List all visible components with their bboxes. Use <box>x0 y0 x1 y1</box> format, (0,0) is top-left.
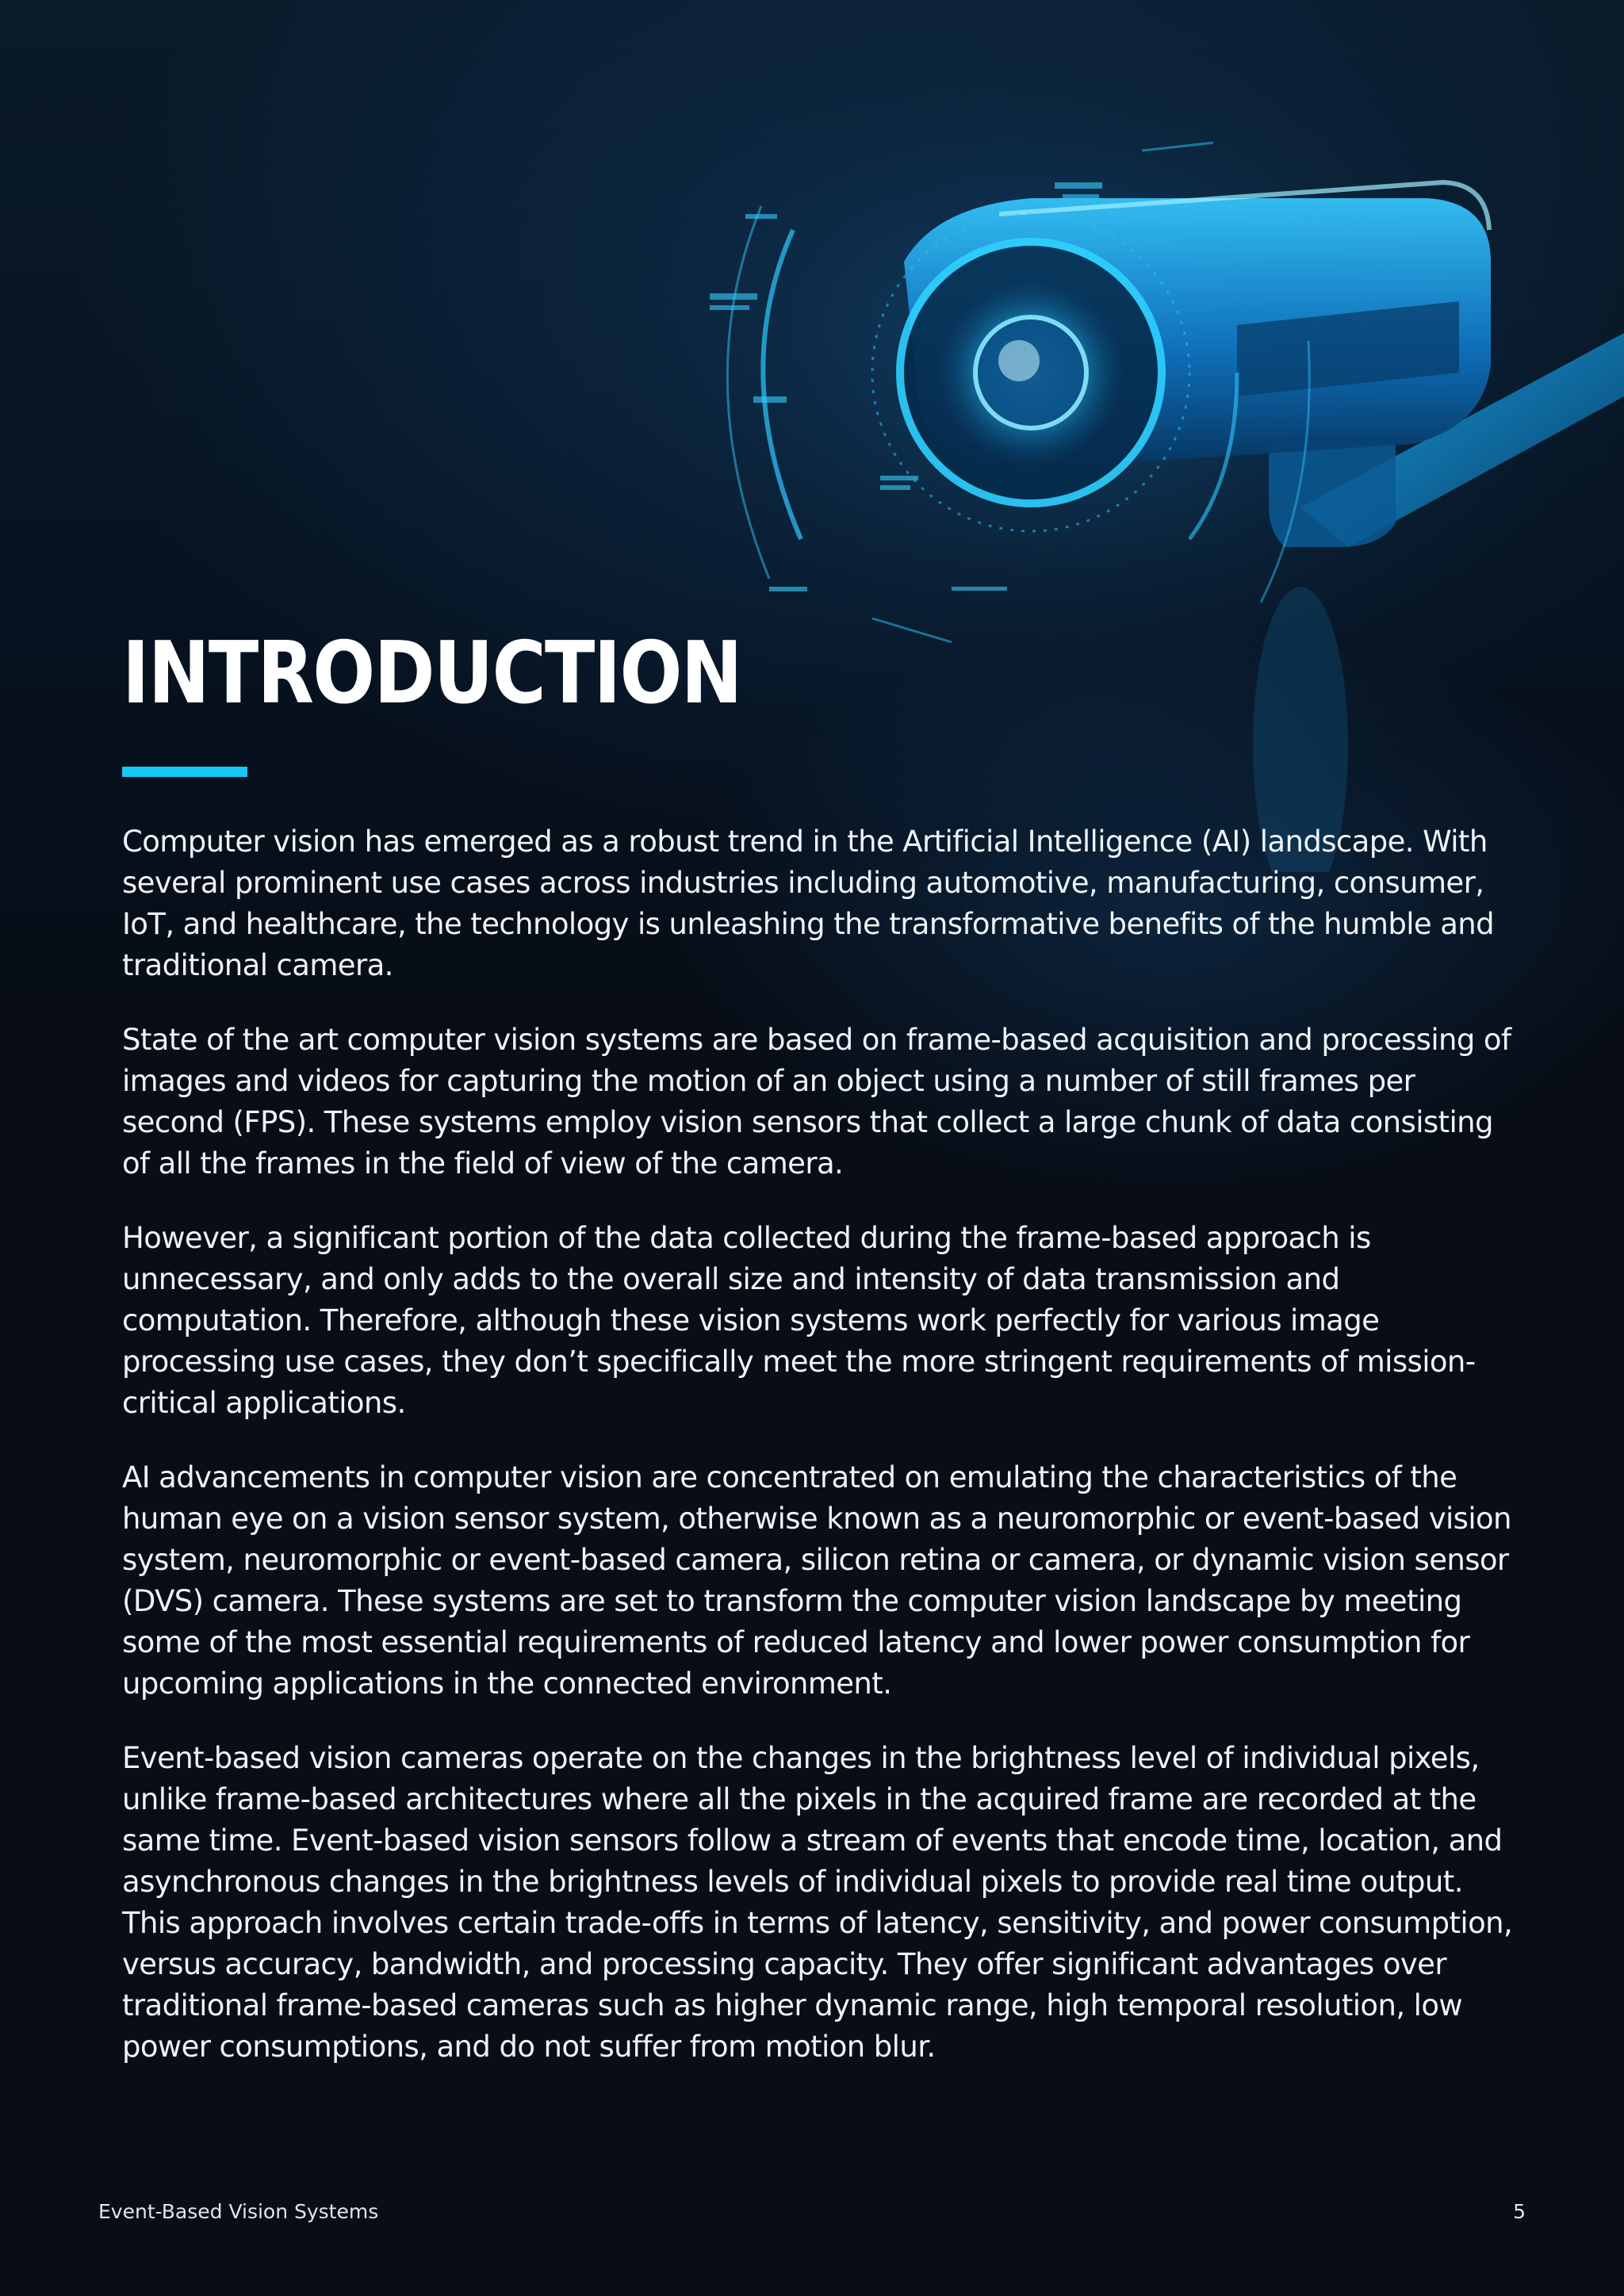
paragraph-5: Event-based vision cameras operate on the changes in the brightness level of individual pixels, unlike frame-based architectures where all the pixels in the acquired frame are recorded at the same time. Event-based vision sensors follow a stream of events that encode time, location, and asynchronous changes in the brightness levels of individual pixels to provide real time output. This approach involves certain trade-offs in terms of latency, sensitivity, and power consumption, versus accuracy, bandwidth, and processing capacity. They offer significant advantages over traditional frame-based cameras such as higher dynamic range, high temporal resolution, low power consumptions, and do not suffer from motion blur. <box>122 1741 1513 2064</box>
paragraph-2: State of the art computer vision systems are based on frame-based acquisition and processing of images and videos for capturing the motion of an object using a number of still frames per second (FPS). These systems employ vision sensors that collect a large chunk of data consisting of all the frames in the field of view of the camera. <box>122 1023 1511 1181</box>
page-title: INTRODUCTION <box>122 624 741 723</box>
paragraph-4: AI advancements in computer vision are concentrated on emulating the characteristics of the human eye on a vision sensor system, otherwise known as a neuromorphic or event-based vision system, neuromorphic or event-based camera, silicon retina or camera, or dynamic vision sensor (DVS) camera. These systems are set to transform the computer vision landscape by meeting some of the most essential requirements of reduced latency and lower power consumption for upcoming applications in the connected environment. <box>122 1460 1511 1701</box>
paragraph-1: Computer vision has emerged as a robust trend in the Artificial Intelligence (AI) landscape. With several prominent use cases across industries including automotive, manufacturing, consumer, IoT, and healthcare, the technology is unleashing the transformative benefits of the humble and traditional camera. <box>122 825 1495 982</box>
title-accent-bar <box>122 767 247 777</box>
main-content <box>122 614 1518 2101</box>
footer-document-title: Event-Based Vision Systems <box>98 2200 379 2223</box>
body-text <box>122 821 1518 2068</box>
footer-page-number: 5 <box>1513 2200 1526 2223</box>
paragraph-3: However, a significant portion of the data collected during the frame-based approach is unnecessary, and only adds to the overall size and intensity of data transmission and computation. Therefore, although these vision systems work perfectly for various image processing use cases, they don’t specifically meet the more stringent requirements of mission-critical applications. <box>122 1221 1476 1420</box>
